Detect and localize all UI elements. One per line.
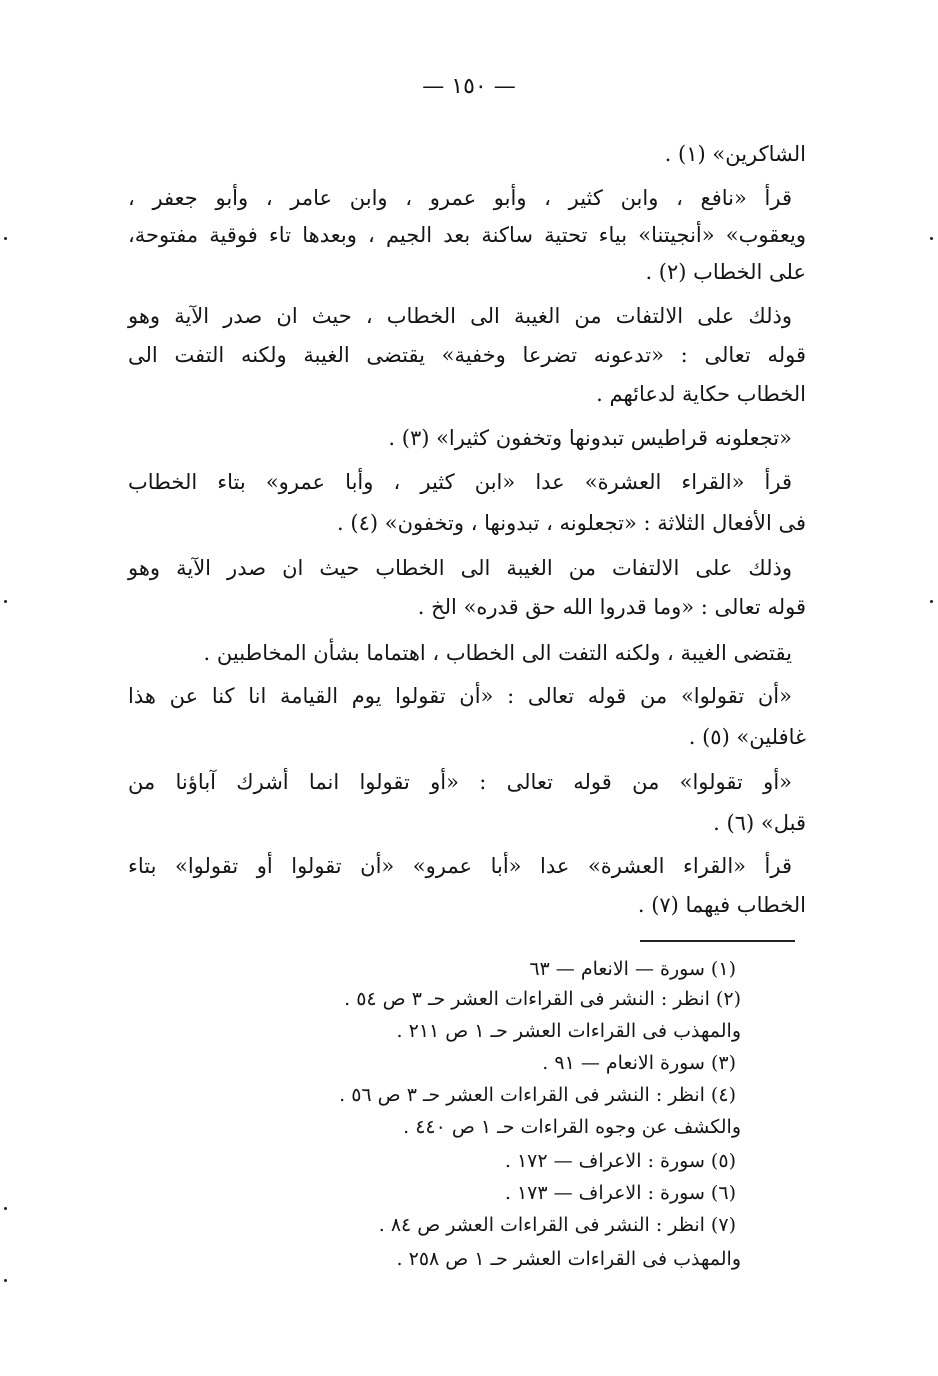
body-line: وذلك على الالتفات من الغيبة الى الخطاب حيث ان صدر الآية وهو xyxy=(128,556,792,580)
body-line: ويعقوب» «أنجيتنا» بياء تحتية ساكنة بعد الجيم ، وبعدها تاء فوقية مفتوحة، xyxy=(128,223,806,247)
footnote-line: (٤) انظر : النشر فى القراءات العشر حـ ٣ ص ٥٦ . xyxy=(339,1084,736,1106)
body-line: قرأ «نافع ، وابن كثير ، وأبو عمرو ، وابن عامر ، وأبو جعفر ، xyxy=(128,186,792,210)
footnote-line: (٣) سورة الانعام — ٩١ . xyxy=(542,1052,736,1074)
footnote-line: والكشف عن وجوه القراءات حـ ١ ص ٤٤٠ . xyxy=(403,1116,741,1138)
body-line: قوله تعالى : «وما قدروا الله حق قدره» الخ . xyxy=(417,595,806,619)
footnote-line: (٧) انظر : النشر فى القراءات العشر ص ٨٤ . xyxy=(378,1214,736,1236)
scan-speck xyxy=(4,600,7,603)
body-line: الخطاب فيهما (٧) . xyxy=(637,893,806,917)
body-line: «أن تقولوا» من قوله تعالى : «أن تقولوا يوم القيامة انا كنا عن هذا xyxy=(128,684,792,708)
scan-speck xyxy=(4,1207,7,1210)
body-line: قرأ «القراء العشرة» عدا «أبا عمرو» «أن تقولوا أو تقولوا» بتاء xyxy=(128,854,792,878)
footnote-line: والمهذب فى القراءات العشر حـ ١ ص ٢٥٨ . xyxy=(396,1248,741,1270)
footnote-line: (٢) انظر : النشر فى القراءات العشر حـ ٣ ص ٥٤ . xyxy=(344,988,741,1010)
body-line: قرأ «القراء العشرة» عدا «ابن كثير ، وأبا عمرو» بتاء الخطاب xyxy=(128,470,792,494)
body-line: يقتضى الغيبة ، ولكنه التفت الى الخطاب ، اهتماما بشأن المخاطبين . xyxy=(203,641,792,665)
body-line: وذلك على الالتفات من الغيبة الى الخطاب ، حيث ان صدر الآية وهو xyxy=(128,304,792,328)
body-line: فى الأفعال الثلاثة : «تجعلونه ، تبدونها ، وتخفون» (٤) . xyxy=(337,511,806,535)
page-number: — ١٥٠ — xyxy=(422,74,516,99)
footnote-line: (١) سورة — الانعام — ٦٣ xyxy=(529,958,736,980)
body-line: «تجعلونه قراطيس تبدونها وتخفون كثيرا» (٣) . xyxy=(388,426,792,450)
footnote-separator xyxy=(640,940,795,942)
footnote-line: (٥) سورة : الاعراف — ١٧٢ . xyxy=(504,1150,736,1172)
body-line: «أو تقولوا» من قوله تعالى : «أو تقولوا انما أشرك آباؤنا من xyxy=(128,770,792,794)
body-line: قوله تعالى : «تدعونه تضرعا وخفية» يقتضى الغيبة ولكنه التفت الى xyxy=(128,343,806,367)
footnote-line: (٦) سورة : الاعراف — ١٧٣ . xyxy=(504,1182,736,1204)
scan-speck xyxy=(930,600,933,603)
body-line: قبل» (٦) . xyxy=(713,811,806,835)
footnote-line: والمهذب فى القراءات العشر حـ ١ ص ٢١١ . xyxy=(396,1020,741,1042)
scan-speck xyxy=(4,1279,7,1282)
body-line: الشاكرين» (١) . xyxy=(664,142,806,166)
body-line: غافلين» (٥) . xyxy=(688,725,806,749)
scan-speck xyxy=(4,237,7,240)
body-line: على الخطاب (٢) . xyxy=(645,260,806,284)
body-line: الخطاب حكاية لدعائهم . xyxy=(596,382,806,406)
scan-speck xyxy=(930,237,933,240)
